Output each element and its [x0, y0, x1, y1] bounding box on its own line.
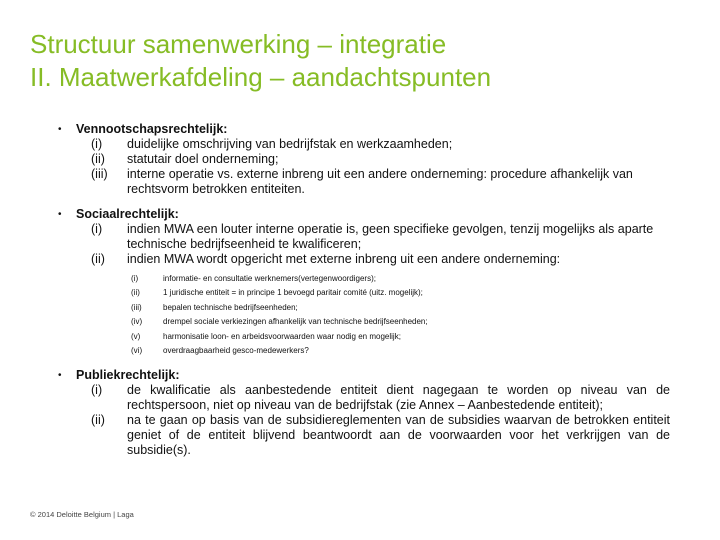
list-item	[76, 413, 670, 458]
slide-content	[58, 122, 670, 458]
item-number: (i)	[91, 222, 103, 236]
sub-list-item	[76, 272, 670, 286]
list-item	[76, 167, 670, 197]
section-sociaalrechtelijk	[58, 207, 670, 358]
sub-item-number: (i)	[131, 274, 139, 283]
section-heading: Sociaalrechtelijk:	[76, 207, 179, 221]
bullet-icon: •	[58, 370, 62, 382]
sub-list-item	[76, 315, 670, 329]
item-text: indien MWA een louter interne operatie is, geen specifieke gevolgen, tenzij mogelijks als aparte technische bedrijfseenheid te kwalificeren;	[127, 222, 654, 251]
item-number: (iii)	[91, 167, 108, 181]
sub-item-text: drempel sociale verkiezingen afhankelijk van technische bedrijfseenheden;	[163, 317, 428, 327]
item-text: duidelijke omschrijving van bedrijfstak en werkzaamheden;	[127, 137, 453, 151]
slide-title-line-1: Structuur samenwerking – integratie	[30, 29, 447, 59]
sub-item-list	[76, 272, 670, 358]
sub-list-item	[76, 286, 670, 300]
footer-copyright: © 2014 Deloitte Belgium | Laga	[30, 510, 134, 519]
item-number: (i)	[91, 137, 103, 151]
sub-list-item	[76, 330, 670, 344]
sub-item-number: (v)	[131, 331, 141, 341]
item-text: na te gaan op basis van de subsidiereglementen van de subsidies waarvan de betrokken entiteit geniet of de entiteit blijvend beantwoordt aan de voorwaarden voor het verkrijgen van de subsidie(s).	[127, 413, 670, 458]
sub-item-number: (iii)	[131, 302, 142, 312]
item-number: (ii)	[91, 413, 105, 428]
item-list	[76, 383, 670, 458]
sub-item-number: (iv)	[131, 317, 143, 327]
sub-item-text: bepalen technische bedrijfseenheden;	[163, 302, 298, 312]
sub-item-number: (vi)	[131, 346, 143, 356]
sub-list-item	[76, 344, 670, 358]
item-text: interne operatie vs. externe inbreng uit een andere onderneming: procedure afhankelijk van rechtsvorm betrokken entiteiten.	[127, 167, 633, 196]
sub-list-item	[76, 301, 670, 315]
list-item	[76, 383, 670, 413]
slide-title-line-2: II. Maatwerkafdeling – aandachtspunten	[30, 62, 492, 92]
item-text: indien MWA wordt opgericht met externe inbreng uit een andere onderneming:	[127, 252, 561, 266]
item-text: de kwalificatie als aanbestedende entiteit dient nagegaan te worden op niveau van de rechtspersoon, niet op niveau van de bedrijfstak (zie Annex – Aanbestedende entiteit);	[127, 383, 670, 413]
item-list	[76, 137, 670, 197]
sub-item-text: informatie- en consultatie werknemers(vertegenwoordigers);	[163, 274, 376, 283]
bullet-icon: •	[58, 124, 62, 135]
sub-item-text: harmonisatie loon- en arbeidsvoorwaarden waar nodig en mogelijk;	[163, 331, 401, 341]
sub-item-text: 1 juridische entiteit = in principe 1 bevoegd paritair comité (uitz. mogelijk);	[163, 288, 423, 298]
list-item	[76, 137, 670, 152]
section-heading: Publiekrechtelijk:	[76, 368, 180, 383]
item-number: (ii)	[91, 252, 105, 266]
section-vennootschapsrechtelijk	[58, 122, 670, 197]
list-item	[76, 252, 670, 267]
item-number: (i)	[91, 383, 103, 398]
item-list	[76, 222, 670, 267]
section-publiekrechtelijk	[58, 368, 670, 458]
slide-title	[30, 28, 710, 94]
section-heading: Vennootschapsrechtelijk:	[76, 122, 228, 136]
item-number: (ii)	[91, 152, 105, 166]
bullet-icon: •	[58, 209, 62, 220]
sub-item-text: overdraagbaarheid gesco-medewerkers?	[163, 346, 309, 356]
list-item	[76, 222, 670, 252]
sub-item-number: (ii)	[131, 288, 140, 298]
item-text: statutair doel onderneming;	[127, 152, 279, 166]
list-item	[76, 152, 670, 167]
